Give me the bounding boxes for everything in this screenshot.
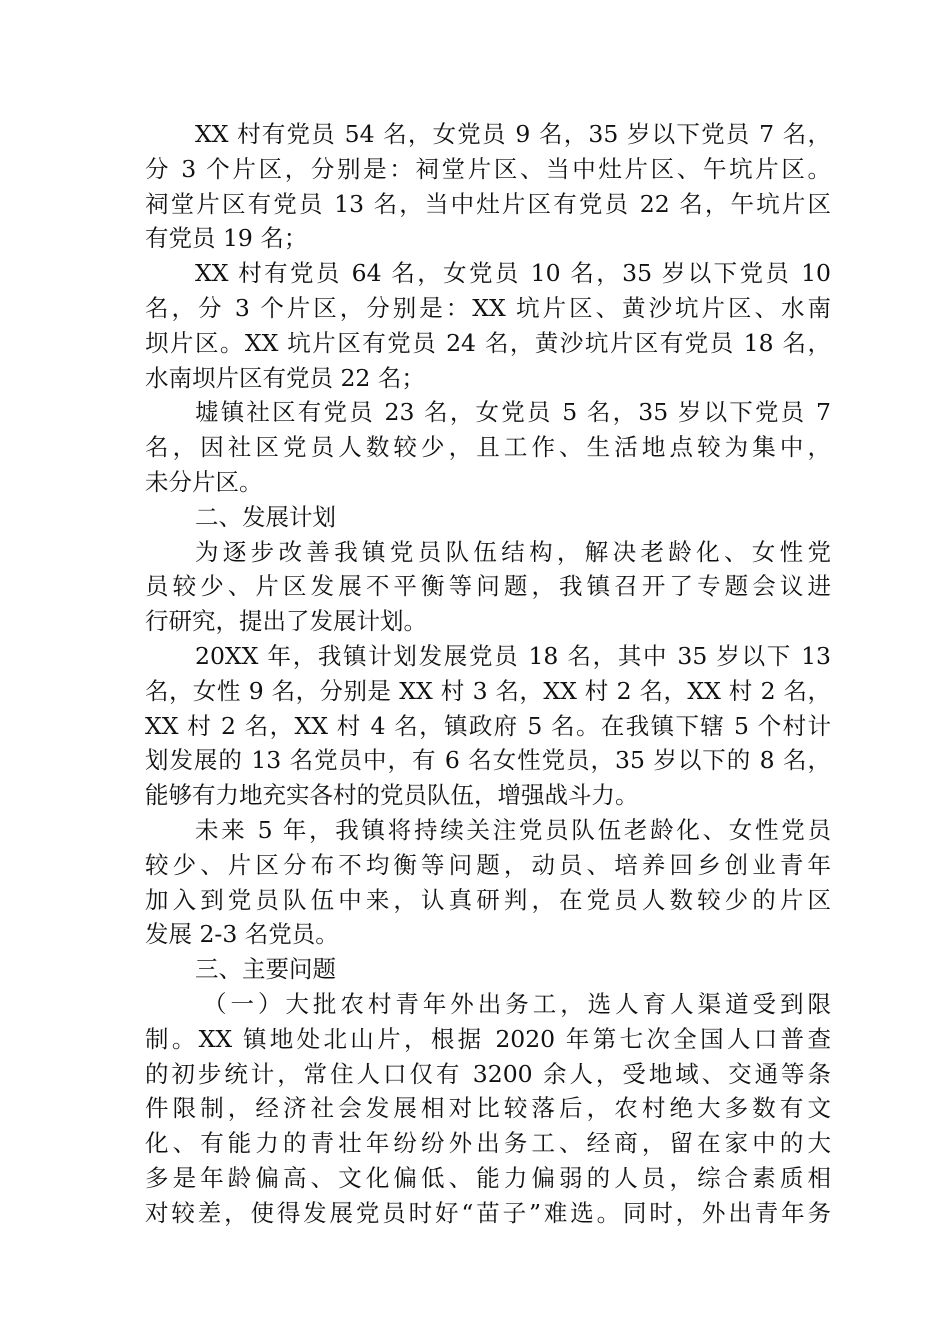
text-line: 对较差，使得发展党员时好“苗子”难选。同时，外出青年务 <box>145 1198 831 1227</box>
text-line: XX 村有党员 54 名，女党员 9 名，35 岁以下党员 7 名， <box>195 120 831 148</box>
text-line: 分 3 个片区，分别是：祠堂片区、当中灶片区、午坑片区。 <box>145 154 831 183</box>
text-line: 墟镇社区有党员 23 名，女党员 5 名，35 岁以下党员 7 <box>195 398 831 427</box>
paragraph <box>145 813 831 952</box>
text-line: 多是年龄偏高、文化偏低、能力偏弱的人员，综合素质相 <box>145 1163 831 1192</box>
paragraph <box>145 639 831 813</box>
text-line: 祠堂片区有党员 13 名，当中灶片区有党员 22 名，午坑片区 <box>145 189 831 218</box>
text-line: XX 村 2 名，XX 村 4 名，镇政府 5 名。在我镇下辖 5 个村计 <box>145 711 831 740</box>
text-line: 未分片区。 <box>145 467 263 496</box>
paragraph <box>145 117 831 256</box>
document-page <box>145 117 831 1231</box>
text-line: 未来 5 年，我镇将持续关注党员队伍老龄化、女性党员 <box>195 815 831 844</box>
text-line: 行研究，提出了发展计划。 <box>145 607 427 636</box>
text-line: 制。XX 镇地处北山片，根据 2020 年第七次全国人口普查 <box>145 1024 831 1053</box>
section-heading <box>145 500 831 535</box>
text-line: 能够有力地充实各村的党员队伍，增强战斗力。 <box>145 781 639 810</box>
text-line: 化、有能力的青壮年纷纷外出务工、经商，留在家中的大 <box>145 1129 831 1158</box>
text-line: 划发展的 13 名党员中，有 6 名女性党员，35 岁以下的 8 名， <box>145 746 831 775</box>
paragraph <box>145 256 831 395</box>
paragraph <box>145 395 831 499</box>
text-line: 二、发展计划 <box>195 502 336 531</box>
text-line: 件限制，经济社会发展相对比较落后，农村绝大多数有文 <box>145 1094 831 1123</box>
text-line: 名，因社区党员人数较少，且工作、生活地点较为集中， <box>145 433 831 462</box>
text-line: 有党员 19 名； <box>145 224 308 253</box>
text-line: 坝片区。XX 坑片区有党员 24 名，黄沙坑片区有党员 18 名， <box>145 328 831 357</box>
text-line: 名，分 3 个片区，分别是：XX 坑片区、黄沙坑片区、水南 <box>145 293 831 322</box>
text-line: 名，女性 9 名，分别是 XX 村 3 名，XX 村 2 名，XX 村 2 名， <box>145 676 831 705</box>
text-line: 三、主要问题 <box>195 955 336 984</box>
text-line: 水南坝片区有党员 22 名； <box>145 363 425 392</box>
text-line: 加入到党员队伍中来，认真研判，在党员人数较少的片区 <box>145 885 831 914</box>
section-heading <box>145 952 831 987</box>
text-line: XX 村有党员 64 名，女党员 10 名，35 岁以下党员 10 <box>195 259 831 288</box>
text-line: 员较少、片区发展不平衡等问题，我镇召开了专题会议进 <box>145 572 831 601</box>
paragraph <box>145 535 831 639</box>
text-line: 较少、片区分布不均衡等问题，动员、培养回乡创业青年 <box>145 850 831 879</box>
text-line: 20XX 年，我镇计划发展党员 18 名，其中 35 岁以下 13 <box>195 641 831 670</box>
text-line: 为逐步改善我镇党员队伍结构，解决老龄化、女性党 <box>195 537 831 566</box>
text-line: （一）大批农村青年外出务工，选人育人渠道受到限 <box>203 989 831 1018</box>
text-line: 发展 2-3 名党员。 <box>145 920 339 949</box>
text-line: 的初步统计，常住人口仅有 3200 余人，受地域、交通等条 <box>145 1059 831 1088</box>
paragraph <box>145 987 831 1231</box>
